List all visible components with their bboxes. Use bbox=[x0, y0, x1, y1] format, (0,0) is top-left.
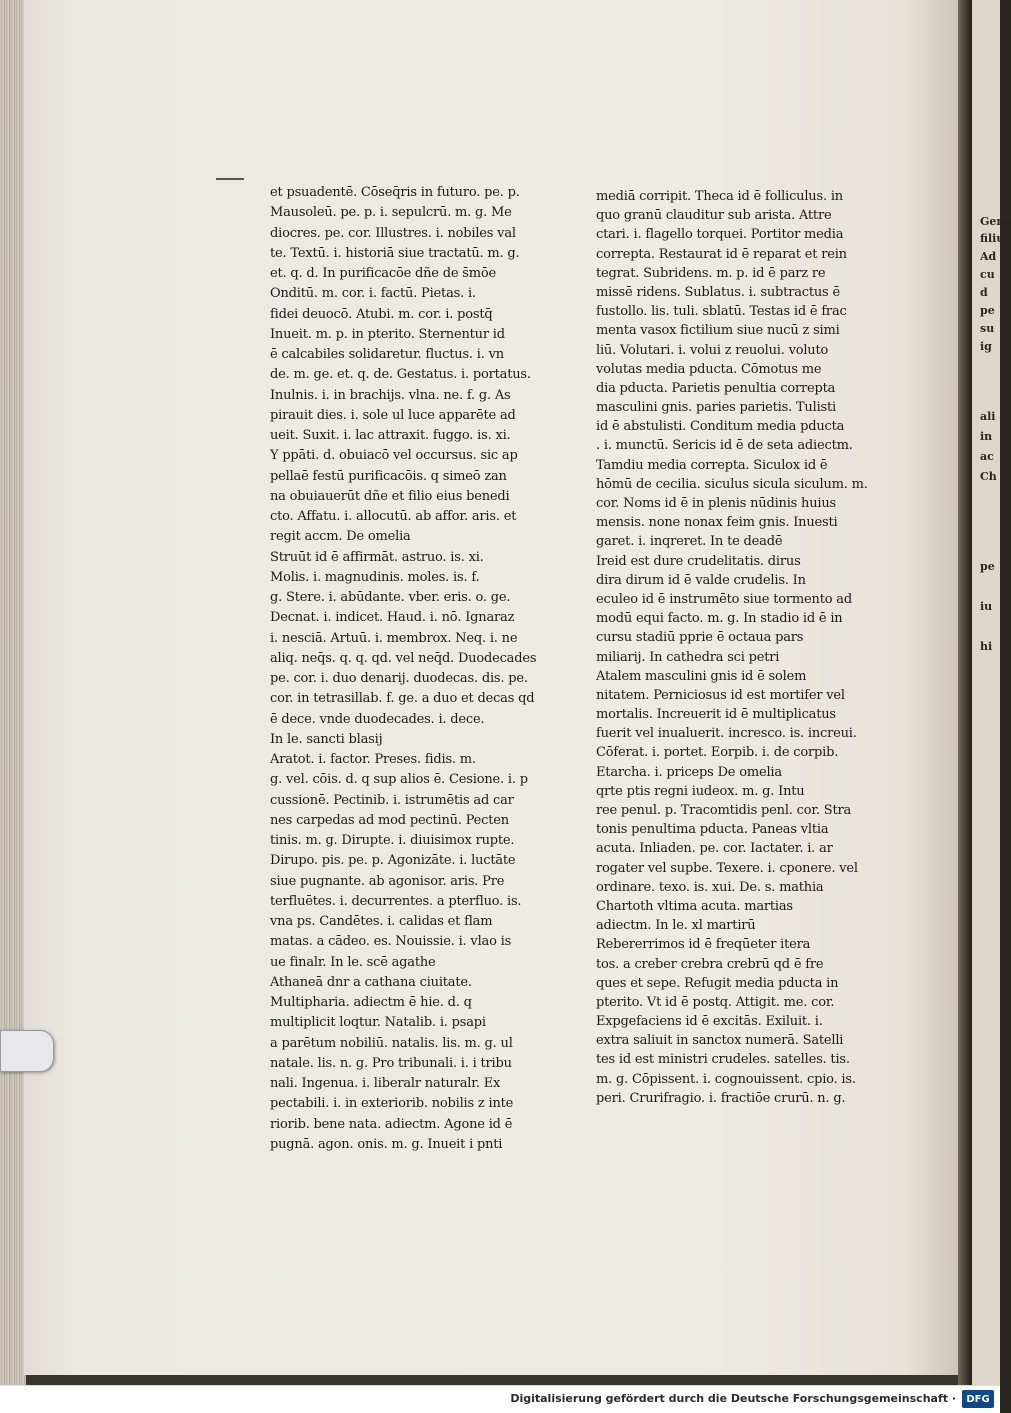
left-column-text-line: pirauit dies. i. sole ul luce apparēte ad bbox=[270, 407, 516, 423]
footer-bar bbox=[0, 1385, 1000, 1413]
right-column-text-line: extra saliuit in sanctox numerā. Satelli bbox=[596, 1033, 844, 1049]
left-column-text-line: Onditū. m. cor. i. factū. Pietas. i. bbox=[270, 286, 476, 302]
facing-page-text-fragment: ac bbox=[980, 450, 994, 463]
left-column-text-line: de. m. ge. et. q. de. Gestatus. i. portatus. bbox=[270, 367, 531, 383]
right-column-text-line: Cōferat. i. portet. Eorpib. i. de corpib. bbox=[596, 745, 839, 761]
left-column-text-line: terfluētes. i. decurrentes. a pterfluo. is. bbox=[270, 893, 522, 909]
left-column-text-line: ē dece. vnde duodecades. i. dece. bbox=[270, 711, 485, 727]
right-column-text-line: masculini gnis. paries parietis. Tulisti bbox=[596, 400, 836, 416]
left-column-text-line: et. q. d. In purificacōe dñe de s̄mōe bbox=[270, 266, 496, 281]
right-column-text-line: ordinare. texo. is. xui. De. s. mathia bbox=[596, 879, 824, 895]
left-column-text-line: natale. lis. n. g. Pro tribunali. i. i tribu bbox=[270, 1055, 512, 1071]
left-column-text-line: diocres. pe. cor. Illustres. i. nobiles val bbox=[270, 225, 516, 241]
right-column-text-line: Rebererrimos id ē freqūeter itera bbox=[596, 937, 811, 953]
margin-mark bbox=[216, 178, 244, 180]
right-column-text-line: mortalis. Increuerit id ē multiplicatus bbox=[596, 707, 836, 723]
right-column-text-line: hōmū de cecilia. siculus sicula siculum. m. bbox=[596, 476, 868, 492]
left-column-text-line: Athaneā dnr a cathana ciuitate. bbox=[270, 974, 472, 990]
right-column-text-line: qrte ptis regni iudeox. m. g. Intu bbox=[596, 783, 805, 799]
left-column-text-line: a parētum nobiliū. natalis. lis. m. g. ul bbox=[270, 1035, 513, 1051]
left-column-text-line: In le. sancti blasij bbox=[270, 731, 383, 747]
right-column-text-line: miliarij. In cathedra sci petri bbox=[596, 649, 780, 665]
left-column-text-line: tinis. m. g. Dirupte. i. diuisimox rupte. bbox=[270, 833, 515, 848]
facing-page-text-fragment: ig bbox=[980, 340, 992, 353]
book-page bbox=[24, 0, 962, 1375]
right-column-text-line: Etarcha. i. priceps De omelia bbox=[596, 764, 782, 780]
facing-page-text-fragment: ali bbox=[980, 410, 996, 423]
facing-page-text-fragment: Ch bbox=[980, 470, 997, 483]
right-column-text-line: m. g. Cōpissent. i. cognouissent. cpio. is. bbox=[596, 1071, 856, 1087]
right-column-text-line: mensis. none nonax feim gnis. Inuesti bbox=[596, 515, 838, 531]
left-column-text-line: Mausoleū. pe. p. i. sepulcrū. m. g. Me bbox=[270, 205, 512, 221]
page-stack-edge bbox=[0, 0, 26, 1385]
right-column-text-line: Ireid est dure crudelitatis. dirus bbox=[596, 553, 801, 569]
text-column-left bbox=[270, 183, 538, 1155]
left-column-text-line: g. Stere. i. abūdante. vber. eris. o. ge. bbox=[270, 590, 511, 605]
right-column-text-line: ques et sepe. Refugit media pducta in bbox=[596, 975, 839, 991]
left-column-text-line: pugnā. agon. onis. m. g. Inueit i pnti bbox=[270, 1136, 503, 1152]
right-column-text-line: tonis penultima pducta. Paneas vltia bbox=[596, 822, 829, 838]
right-column-text-line: cor. Noms id ē in plenis nūdinis huius bbox=[596, 496, 837, 511]
right-column-text-line: tegrat. Subridens. m. p. id ē parz re bbox=[596, 265, 826, 281]
left-column-text-line: Struūt id ē affirmāt. astruo. is. xi. bbox=[270, 549, 484, 565]
facing-page-text-fragment: cu bbox=[980, 268, 995, 281]
left-column-text-line: pectabili. i. in exteriorib. nobilis z inte bbox=[270, 1096, 514, 1112]
book-gutter bbox=[958, 0, 972, 1385]
left-column-text-line: et psuadentē. Cōseq̄ris in futuro. pe. p. bbox=[270, 185, 520, 200]
right-column-text-line: ctari. i. flagello torquei. Portitor media bbox=[596, 227, 844, 243]
right-column-text-line: modū equi facto. m. g. In stadio id ē in bbox=[596, 611, 843, 627]
right-column-text-line: quo granū clauditur sub arista. Attre bbox=[596, 208, 832, 224]
left-column-text-line: Multipharia. adiectm ē hie. d. q bbox=[270, 995, 472, 1010]
left-column-text-line: multiplicit loqtur. Natalib. i. psapi bbox=[270, 1015, 486, 1031]
facing-page-text-fragment: pe bbox=[980, 560, 995, 573]
left-column-text-line: matas. a cādeo. es. Nouissie. i. vlao is bbox=[270, 934, 512, 950]
facing-page-text-fragment: iu bbox=[980, 600, 993, 613]
left-column-text-line: fidei deuocō. Atubi. m. cor. i. postq̄ bbox=[270, 306, 493, 322]
right-column-text-line: ree penul. p. Tracomtidis penl. cor. Stra bbox=[596, 803, 852, 818]
right-column-text-line: tes id est ministri crudeles. satelles. tis. bbox=[596, 1052, 850, 1068]
left-column-text-line: regit accm. De omelia bbox=[270, 529, 411, 545]
left-column-text-line: Dirupo. pis. pe. p. Agonizāte. i. luctāte bbox=[270, 853, 516, 869]
facing-page-text-fragment: d bbox=[980, 286, 988, 299]
facing-page-text-fragment: in bbox=[980, 430, 993, 443]
left-column-text-line: ē calcabiles solidaretur. fluctus. i. vn bbox=[270, 347, 504, 362]
right-column-text-line: peri. Crurifragio. i. fractiōe crurū. n. g. bbox=[596, 1090, 846, 1106]
left-column-text-line: nali. Ingenua. i. liberalr naturalr. Ex bbox=[270, 1076, 501, 1091]
right-column-text-line: dira dirum id ē valde crudelis. In bbox=[596, 572, 806, 588]
right-column-text-line: mediā corripit. Theca id ē folliculus. in bbox=[596, 189, 843, 204]
right-column-text-line: tos. a creber crebra crebrū qd ē fre bbox=[596, 956, 824, 972]
right-column-text-line: eculeo id ē instrumēto siue tormento ad bbox=[596, 591, 852, 607]
right-column-text-line: missē ridens. Sublatus. i. subtractus ē bbox=[596, 284, 840, 300]
left-column-text-line: g. vel. cōis. d. q sup alios ē. Cesione. i. p bbox=[270, 772, 528, 788]
right-column-text-line: correpta. Restaurat id ē reparat et rein bbox=[596, 246, 847, 262]
left-column-text-line: cto. Affatu. i. allocutū. ab affor. aris. et bbox=[270, 509, 517, 524]
right-column-text-line: id ē abstulisti. Conditum media pducta bbox=[596, 419, 845, 435]
facing-page-text-fragment: filiu bbox=[980, 232, 1005, 245]
right-column-text-line: nitatem. Perniciosus id est mortifer vel bbox=[596, 687, 845, 703]
left-column-text-line: pe. cor. i. duo denarij. duodecas. dis. pe. bbox=[270, 671, 528, 686]
left-column-text-line: ueit. Suxit. i. lac attraxit. fuggo. is. xi. bbox=[270, 428, 511, 443]
facing-page-text-fragment: Ad bbox=[980, 250, 997, 263]
right-column-text-line: pterito. Vt id ē postq. Attigit. me. cor. bbox=[596, 994, 835, 1010]
right-column-text-line: Atalem masculini gnis id ē solem bbox=[596, 668, 807, 684]
facing-page-text-fragment: su bbox=[980, 322, 995, 335]
left-column-text-line: cor. in tetrasillab. f. ge. a duo et decas qd bbox=[270, 691, 535, 707]
dfg-logo: DFG bbox=[962, 1390, 994, 1408]
right-column-text-line: volutas media pducta. Cōmotus me bbox=[596, 361, 822, 377]
text-column-right bbox=[596, 187, 878, 1108]
left-column-text-line: vna ps. Candētes. i. calidas et flam bbox=[270, 914, 493, 929]
funding-credit: Digitalisierung gefördert durch die Deutsche Forschungsgemeinschaft · bbox=[510, 1392, 956, 1405]
right-column-text-line: garet. i. inqreret. In te deadē bbox=[596, 534, 783, 550]
right-column-text-line: Tamdiu media correpta. Siculox id ē bbox=[596, 457, 828, 473]
left-column-text-line: i. nesciā. Artuū. i. membrox. Neq. i. ne bbox=[270, 630, 518, 646]
right-column-text-line: rogater vel supbe. Texere. i. cponere. vel bbox=[596, 860, 858, 876]
left-column-text-line: cussionē. Pectinib. i. istrumētis ad car bbox=[270, 792, 514, 808]
right-column-text-line: cursu stadiū pprie ē octaua pars bbox=[596, 630, 804, 646]
facing-page-text-fragment: Gene bbox=[980, 215, 1011, 228]
right-column-text-line: Chartoth vltima acuta. martias bbox=[596, 898, 793, 914]
left-column-text-line: na obuiauerūt dñe et filio eius benedi bbox=[270, 488, 510, 504]
facing-page-text-fragment: pe bbox=[980, 304, 995, 317]
left-column-text-line: Decnat. i. indicet. Haud. i. nō. Ignaraz bbox=[270, 610, 515, 626]
facing-page-edge bbox=[972, 0, 1011, 1385]
right-column-text-line: dia pducta. Parietis penultia correpta bbox=[596, 380, 836, 396]
right-column-text-line: fuerit vel inualuerit. incresco. is. increui. bbox=[596, 726, 857, 742]
left-column-text-line: riorib. bene nata. adiectm. Agone id ē bbox=[270, 1116, 513, 1132]
left-column-text-line: ue finalr. In le. scē agathe bbox=[270, 954, 436, 970]
left-column-text-line: nes carpedas ad mod pectinū. Pecten bbox=[270, 812, 509, 828]
left-column-text-line: Y ppāti. d. obuiacō vel occursus. sic ap bbox=[270, 448, 518, 464]
right-column-text-line: . i. munctū. Sericis id ē de seta adiectm. bbox=[596, 438, 853, 454]
left-column-text-line: Molis. i. magnudinis. moles. is. f. bbox=[270, 569, 480, 585]
left-column-text-line: te. Textū. i. historiā siue tractatū. m. g. bbox=[270, 245, 520, 261]
left-column-text-line: pellaē festū purificacōis. q simeō zan bbox=[270, 468, 507, 484]
right-column-text-line: acuta. Inliaden. pe. cor. Iactater. i. ar bbox=[596, 841, 833, 857]
right-column-text-line: adiectm. In le. xl martirū bbox=[596, 918, 756, 934]
page-marker-tab bbox=[0, 1030, 54, 1072]
facing-page-text-fragment: hi bbox=[980, 640, 993, 653]
right-column-text-line: menta vasox fictilium siue nucū z simi bbox=[596, 323, 840, 339]
left-column-text-line: Inueit. m. p. in pterito. Sternentur id bbox=[270, 326, 505, 342]
left-column-text-line: Inulnis. i. in brachijs. vlna. ne. f. g. As bbox=[270, 387, 511, 403]
left-column-text-line: aliq. neq̄s. q. q. qd. vel neq̄d. Duodecades bbox=[270, 650, 537, 666]
right-column-text-line: fustollo. lis. tuli. sblatū. Testas id ē frac bbox=[596, 304, 847, 320]
left-column-text-line: siue pugnante. ab agonisor. aris. Pre bbox=[270, 873, 505, 889]
left-column-text-line: Aratot. i. factor. Preses. fidis. m. bbox=[270, 752, 476, 767]
right-column-text-line: liū. Volutari. i. volui z reuolui. voluto bbox=[596, 342, 829, 358]
right-column-text-line: Expgefaciens id ē excitās. Exiluit. i. bbox=[596, 1014, 823, 1030]
